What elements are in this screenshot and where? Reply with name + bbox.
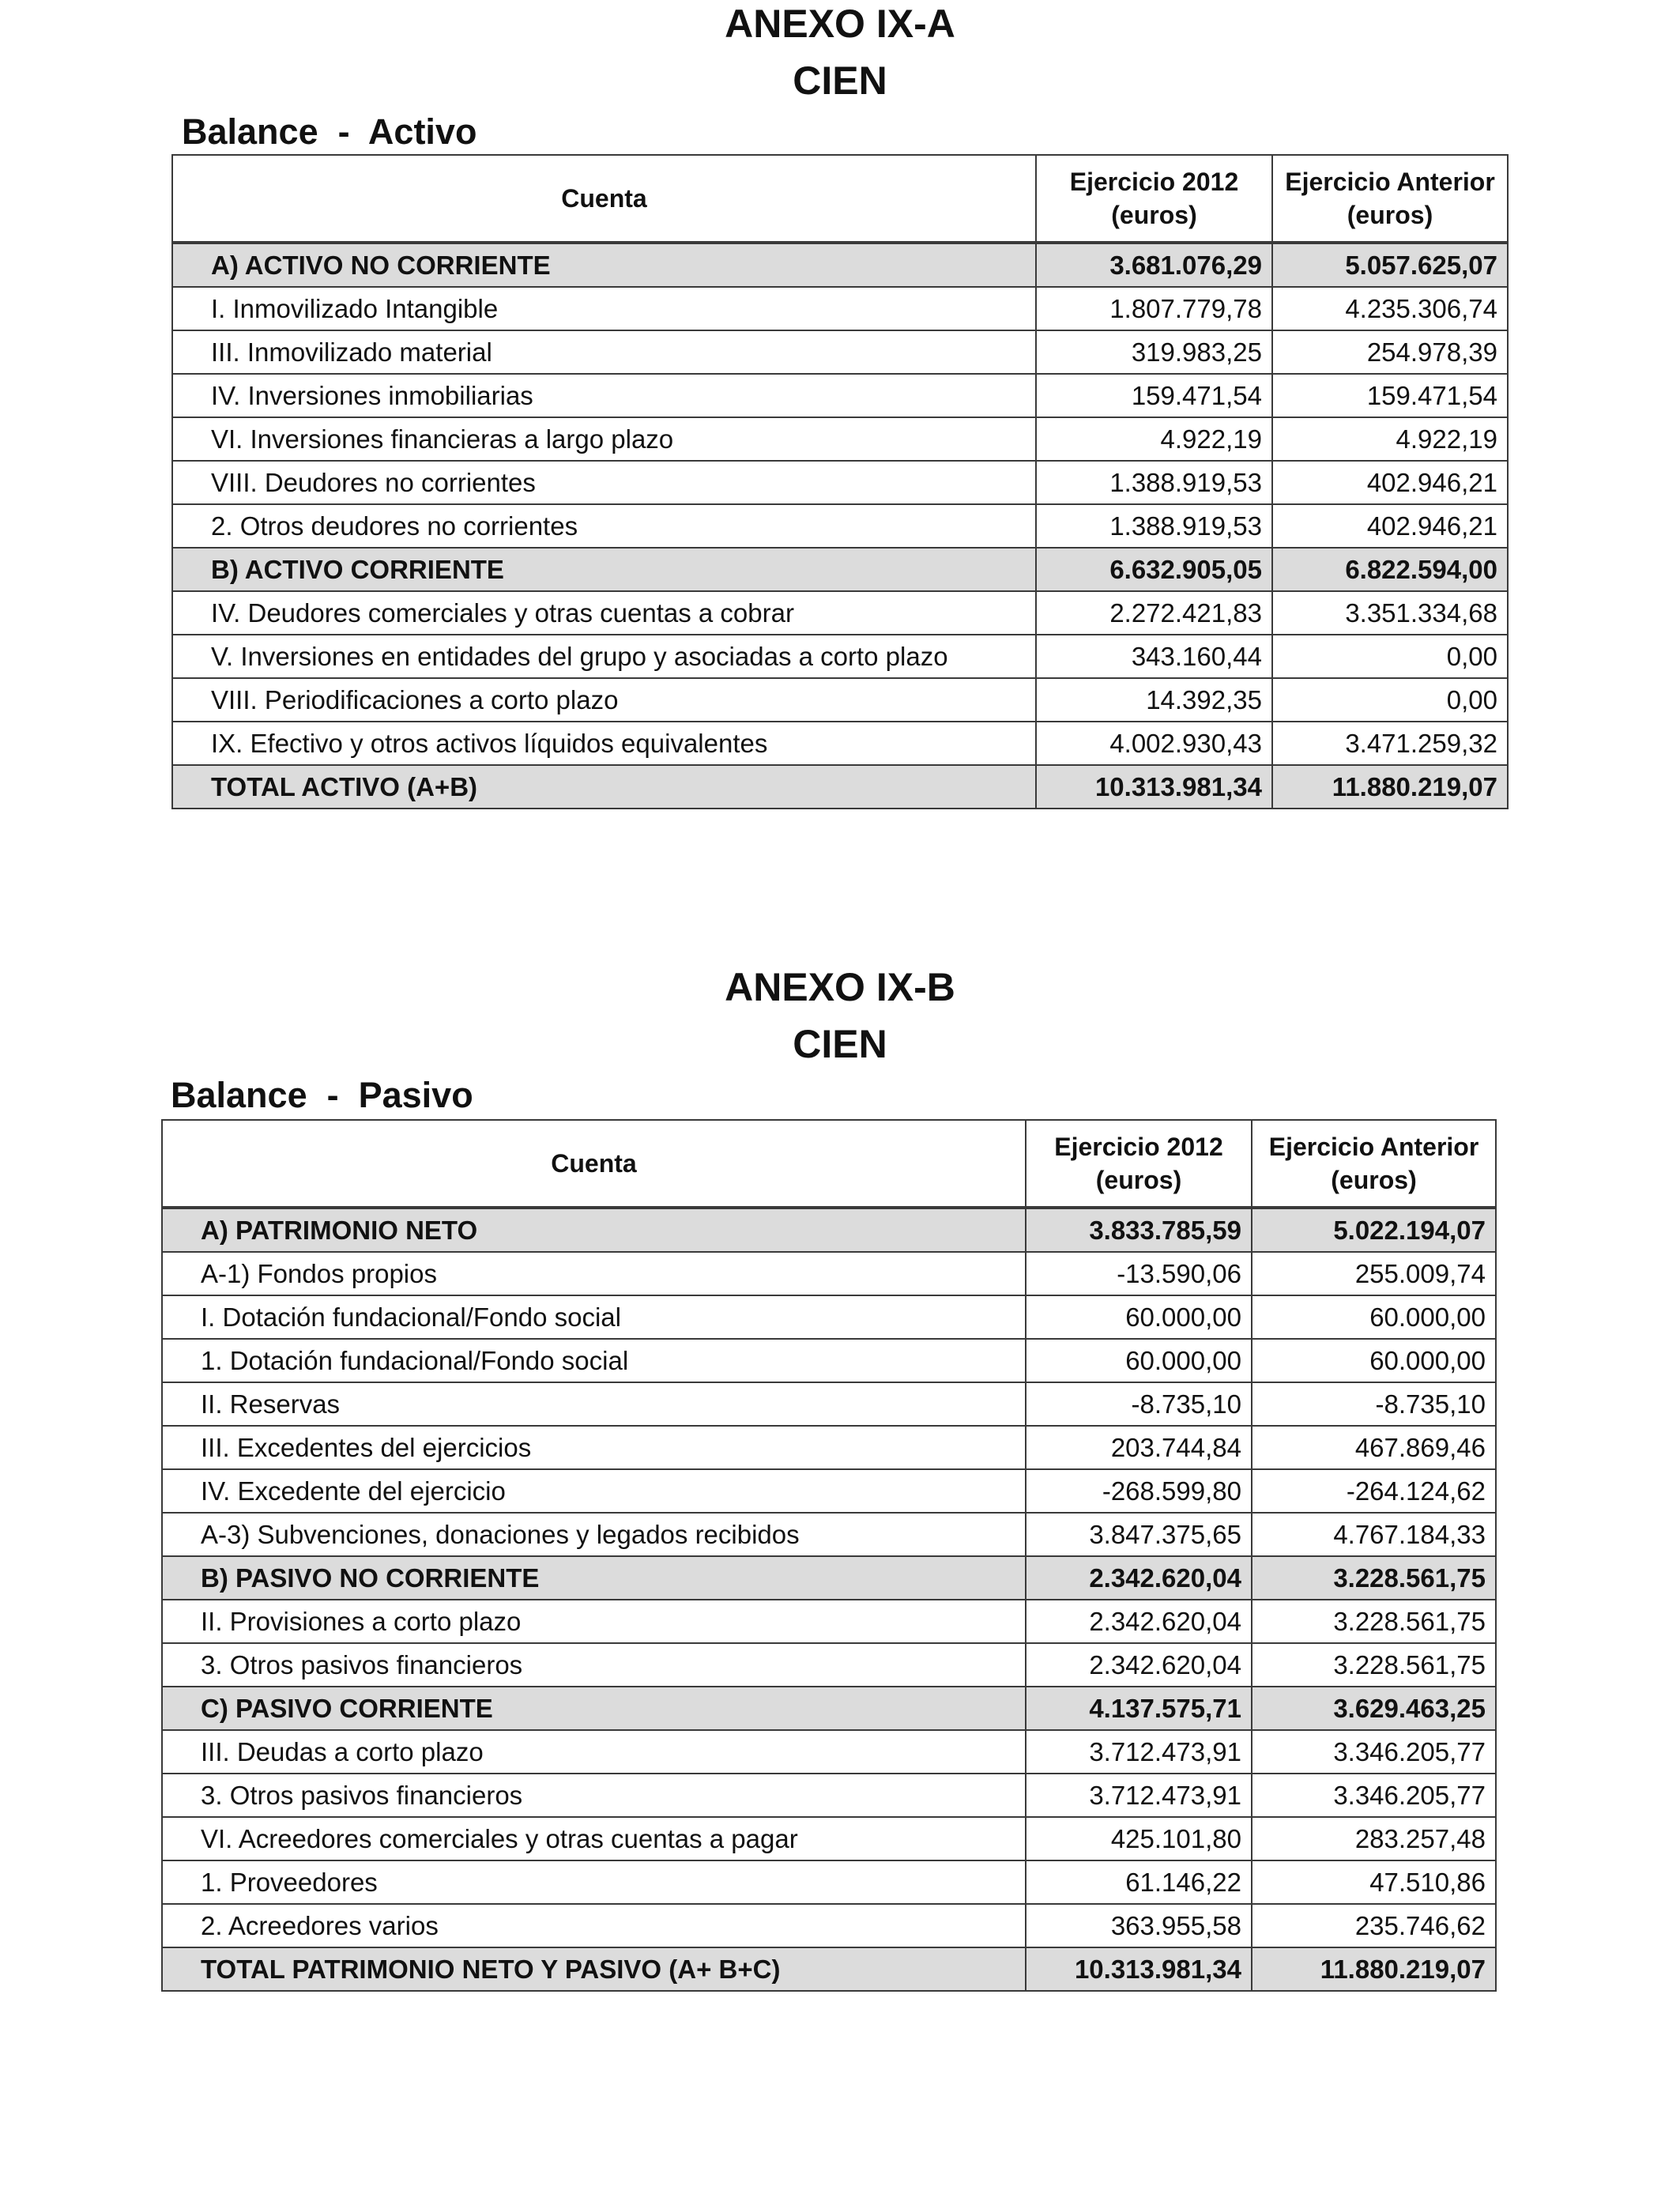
row-value-ejercicio-2012: 2.342.620,04 [1026,1600,1252,1643]
row-value-ejercicio-anterior: 159.471,54 [1272,374,1508,417]
table-row [162,1817,1496,1860]
row-value-ejercicio-anterior: 4.922,19 [1272,417,1508,461]
row-value-ejercicio-2012: 2.342.620,04 [1026,1556,1252,1600]
row-value-ejercicio-anterior: 467.869,46 [1252,1426,1496,1469]
table-row [172,635,1508,678]
activo-table-header [172,155,1508,243]
row-value-ejercicio-anterior: 11.880.219,07 [1252,1947,1496,1991]
annex-b-title-line2: CIEN [793,1022,887,1066]
row-value-ejercicio-anterior: 4.235.306,74 [1272,287,1508,330]
column-header-ejercicio-anterior-line1: Ejercicio Anterior [1285,168,1495,196]
row-value-ejercicio-anterior: 47.510,86 [1252,1860,1496,1904]
row-value-ejercicio-anterior: 0,00 [1272,678,1508,722]
table-subtotal-row [162,1947,1496,1991]
row-value-ejercicio-2012: 3.847.375,65 [1026,1513,1252,1556]
row-value-ejercicio-2012: 4.137.575,71 [1026,1687,1252,1730]
column-header-ejercicio-anterior-line1: Ejercicio Anterior [1268,1133,1479,1161]
row-value-ejercicio-2012: 1.388.919,53 [1036,461,1272,504]
row-label: VI. Inversiones financieras a largo plazo [172,417,1036,461]
table-subtotal-row [162,1687,1496,1730]
row-value-ejercicio-2012: 363.955,58 [1026,1904,1252,1947]
row-value-ejercicio-2012: 10.313.981,34 [1026,1947,1252,1991]
row-value-ejercicio-anterior: 5.057.625,07 [1272,243,1508,287]
table-row [162,1600,1496,1643]
table-row [162,1904,1496,1947]
column-header-ejercicio-anterior-line2: (euros) [1331,1166,1417,1194]
table-row [162,1860,1496,1904]
annex-a-title-line1: ANEXO IX-A [725,2,955,46]
row-value-ejercicio-2012: 61.146,22 [1026,1860,1252,1904]
row-label: VIII. Periodificaciones a corto plazo [172,678,1036,722]
table-row [162,1730,1496,1774]
row-label: 3. Otros pasivos financieros [162,1643,1026,1687]
activo-table [171,154,1509,809]
table-subtotal-row [172,548,1508,591]
row-value-ejercicio-2012: 425.101,80 [1026,1817,1252,1860]
row-value-ejercicio-2012: 6.632.905,05 [1036,548,1272,591]
row-value-ejercicio-anterior: 3.629.463,25 [1252,1687,1496,1730]
row-value-ejercicio-2012: 14.392,35 [1036,678,1272,722]
row-value-ejercicio-anterior: 402.946,21 [1272,461,1508,504]
row-label: B) ACTIVO CORRIENTE [172,548,1036,591]
row-label: C) PASIVO CORRIENTE [162,1687,1026,1730]
table-row [162,1426,1496,1469]
row-value-ejercicio-2012: 4.002.930,43 [1036,722,1272,765]
row-value-ejercicio-anterior: 3.346.205,77 [1252,1774,1496,1817]
row-value-ejercicio-2012: 1.807.779,78 [1036,287,1272,330]
table-row [162,1643,1496,1687]
row-label: I. Dotación fundacional/Fondo social [162,1295,1026,1339]
table-row [172,330,1508,374]
table-row [162,1295,1496,1339]
row-value-ejercicio-2012: 1.388.919,53 [1036,504,1272,548]
table-subtotal-row [172,765,1508,809]
row-label: IV. Excedente del ejercicio [162,1469,1026,1513]
row-value-ejercicio-2012: 2.272.421,83 [1036,591,1272,635]
pasivo-heading: Balance - Pasivo [171,1075,473,1115]
row-value-ejercicio-2012: 4.922,19 [1036,417,1272,461]
column-header-ejercicio-2012 [1026,1120,1252,1208]
table-row [172,591,1508,635]
row-label: VI. Acreedores comerciales y otras cuentas a pagar [162,1817,1026,1860]
row-label: III. Deudas a corto plazo [162,1730,1026,1774]
column-header-ejercicio-2012-line1: Ejercicio 2012 [1069,168,1239,196]
row-value-ejercicio-anterior: 3.228.561,75 [1252,1556,1496,1600]
row-value-ejercicio-anterior: 235.746,62 [1252,1904,1496,1947]
row-value-ejercicio-2012: 3.681.076,29 [1036,243,1272,287]
table-row [162,1339,1496,1382]
row-label: II. Reservas [162,1382,1026,1426]
column-header-ejercicio-2012-line1: Ejercicio 2012 [1054,1133,1223,1161]
activo-heading: Balance - Activo [182,111,477,152]
row-label: I. Inmovilizado Intangible [172,287,1036,330]
row-value-ejercicio-2012: -8.735,10 [1026,1382,1252,1426]
column-header-ejercicio-2012-line2: (euros) [1095,1166,1182,1194]
row-value-ejercicio-anterior: 283.257,48 [1252,1817,1496,1860]
row-value-ejercicio-anterior: 254.978,39 [1272,330,1508,374]
row-label: V. Inversiones en entidades del grupo y asociadas a corto plazo [172,635,1036,678]
table-row [172,374,1508,417]
row-label: III. Inmovilizado material [172,330,1036,374]
table-row [172,678,1508,722]
table-row [162,1382,1496,1426]
row-value-ejercicio-anterior: 3.471.259,32 [1272,722,1508,765]
annex-b-title-line1: ANEXO IX-B [725,965,955,1009]
row-value-ejercicio-2012: 159.471,54 [1036,374,1272,417]
column-header-ejercicio-2012-line2: (euros) [1111,201,1197,229]
row-value-ejercicio-anterior: -8.735,10 [1252,1382,1496,1426]
row-value-ejercicio-anterior: 5.022.194,07 [1252,1208,1496,1252]
table-subtotal-row [162,1208,1496,1252]
table-subtotal-row [172,243,1508,287]
row-value-ejercicio-2012: -268.599,80 [1026,1469,1252,1513]
row-label: A-3) Subvenciones, donaciones y legados recibidos [162,1513,1026,1556]
row-value-ejercicio-anterior: 402.946,21 [1272,504,1508,548]
table-row [162,1252,1496,1295]
column-header-cuenta: Cuenta [162,1120,1026,1208]
row-value-ejercicio-2012: 60.000,00 [1026,1339,1252,1382]
table-row [162,1513,1496,1556]
row-label: VIII. Deudores no corrientes [172,461,1036,504]
row-label: 3. Otros pasivos financieros [162,1774,1026,1817]
row-value-ejercicio-anterior: 255.009,74 [1252,1252,1496,1295]
annex-a-title-line2: CIEN [793,58,887,103]
row-value-ejercicio-anterior: 3.351.334,68 [1272,591,1508,635]
row-value-ejercicio-anterior: 3.228.561,75 [1252,1643,1496,1687]
table-row [172,461,1508,504]
table-row [172,504,1508,548]
row-value-ejercicio-anterior: 6.822.594,00 [1272,548,1508,591]
row-value-ejercicio-anterior: 3.346.205,77 [1252,1730,1496,1774]
table-row [172,287,1508,330]
table-row [172,722,1508,765]
row-label: IV. Deudores comerciales y otras cuentas a cobrar [172,591,1036,635]
column-header-ejercicio-anterior [1252,1120,1496,1208]
annex-b-title [0,959,1680,1072]
row-label: 2. Otros deudores no corrientes [172,504,1036,548]
column-header-ejercicio-anterior [1272,155,1508,243]
row-value-ejercicio-anterior: 3.228.561,75 [1252,1600,1496,1643]
row-value-ejercicio-2012: 2.342.620,04 [1026,1643,1252,1687]
row-value-ejercicio-anterior: 4.767.184,33 [1252,1513,1496,1556]
annex-a-title [0,0,1680,109]
row-label: A) PATRIMONIO NETO [162,1208,1026,1252]
row-label: A-1) Fondos propios [162,1252,1026,1295]
row-label: 2. Acreedores varios [162,1904,1026,1947]
row-value-ejercicio-2012: 10.313.981,34 [1036,765,1272,809]
row-value-ejercicio-2012: 3.712.473,91 [1026,1774,1252,1817]
row-label: A) ACTIVO NO CORRIENTE [172,243,1036,287]
row-value-ejercicio-2012: 203.744,84 [1026,1426,1252,1469]
row-label: IX. Efectivo y otros activos líquidos equivalentes [172,722,1036,765]
row-value-ejercicio-2012: 3.833.785,59 [1026,1208,1252,1252]
row-value-ejercicio-2012: 60.000,00 [1026,1295,1252,1339]
pasivo-table [161,1119,1497,1992]
row-value-ejercicio-2012: 343.160,44 [1036,635,1272,678]
row-label: TOTAL ACTIVO (A+B) [172,765,1036,809]
row-label: II. Provisiones a corto plazo [162,1600,1026,1643]
row-label: 1. Dotación fundacional/Fondo social [162,1339,1026,1382]
row-value-ejercicio-anterior: 11.880.219,07 [1272,765,1508,809]
activo-table-body [172,243,1508,809]
row-label: TOTAL PATRIMONIO NETO Y PASIVO (A+ B+C) [162,1947,1026,1991]
table-row [162,1469,1496,1513]
row-label: III. Excedentes del ejercicios [162,1426,1026,1469]
row-label: B) PASIVO NO CORRIENTE [162,1556,1026,1600]
row-value-ejercicio-anterior: 60.000,00 [1252,1295,1496,1339]
row-value-ejercicio-2012: 3.712.473,91 [1026,1730,1252,1774]
column-header-ejercicio-2012 [1036,155,1272,243]
pasivo-table-header [162,1120,1496,1208]
column-header-cuenta: Cuenta [172,155,1036,243]
row-value-ejercicio-anterior: 60.000,00 [1252,1339,1496,1382]
row-label: 1. Proveedores [162,1860,1026,1904]
table-row [162,1774,1496,1817]
table-subtotal-row [162,1556,1496,1600]
row-value-ejercicio-anterior: 0,00 [1272,635,1508,678]
row-value-ejercicio-2012: -13.590,06 [1026,1252,1252,1295]
row-label: IV. Inversiones inmobiliarias [172,374,1036,417]
row-value-ejercicio-2012: 319.983,25 [1036,330,1272,374]
row-value-ejercicio-anterior: -264.124,62 [1252,1469,1496,1513]
pasivo-table-body [162,1208,1496,1991]
table-row [172,417,1508,461]
column-header-ejercicio-anterior-line2: (euros) [1347,201,1433,229]
